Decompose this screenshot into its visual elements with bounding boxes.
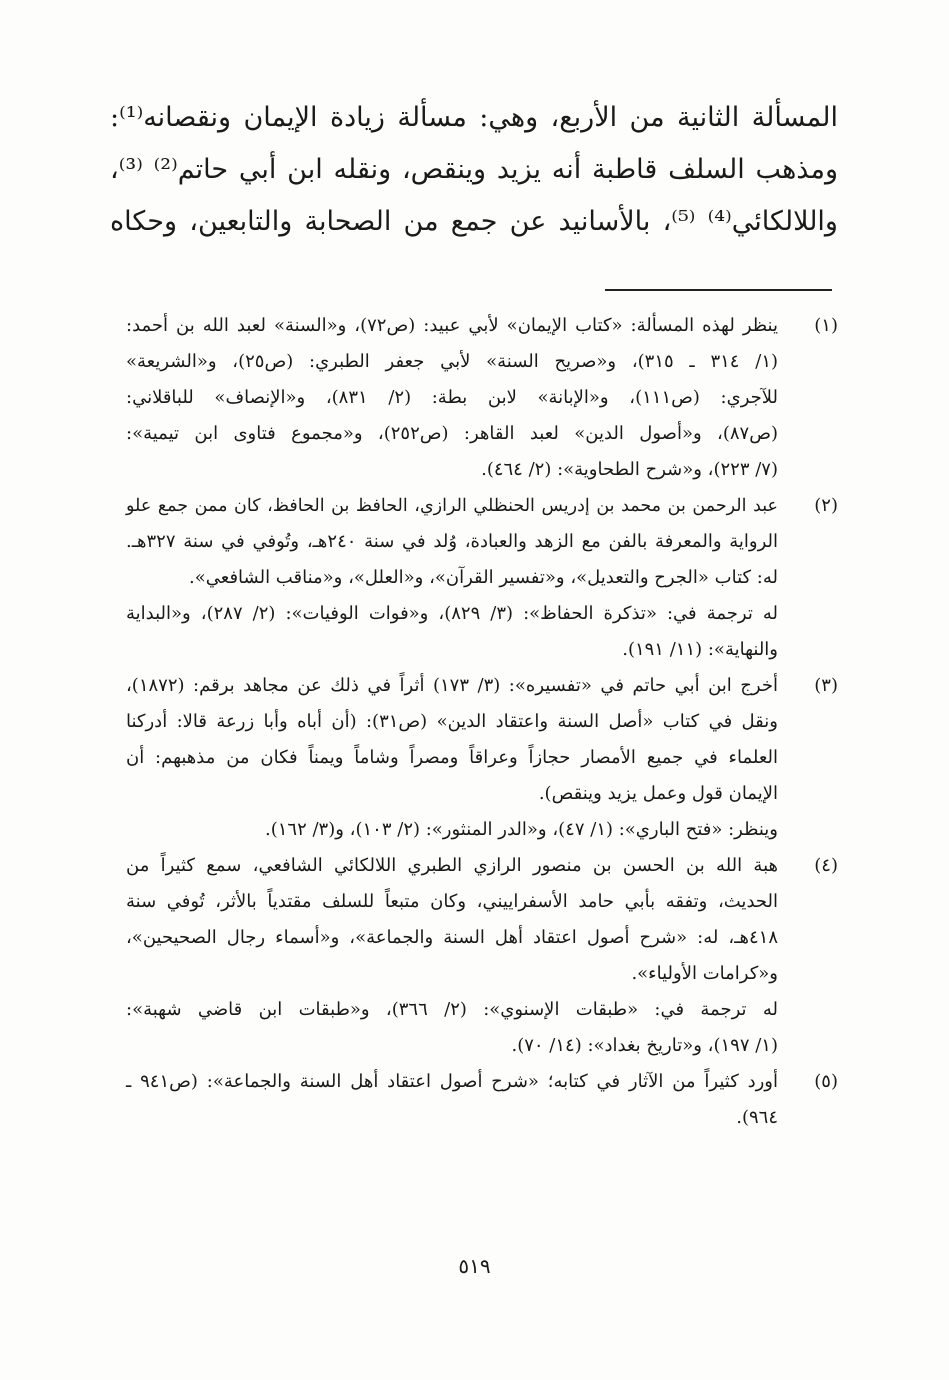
footnote-number: (٣) [814,675,838,696]
main-text-line: المسألة الثانية من الأربع، وهي: مسألة زيادة الإيمان ونقصانه⁽¹⁾: [110,102,838,133]
footnote-line: له ترجمة في: «طبقات الإسنوي»: (٢/ ٣٦٦)، و«طبقات ابن قاضي شهبة»: [126,999,778,1020]
footnote-line: هبة الله بن الحسن بن منصور الرازي الطبري اللالكائي الشافعي، سمع كثيراً من [126,855,778,876]
footnote-text [126,1064,778,1136]
footnote-line: ونقل في كتاب «أصل السنة واعتقاد الدين» (ص٣١): (أن أباه وأبا زرعة قالا: أدركنا [126,711,778,732]
footnote-text [126,488,778,668]
footnote-line: (ص٨٧)، و«أصول الدين» لعبد القاهر: (ص٢٥٢)، و«مجموع فتاوى ابن تيمية»: [126,423,778,444]
footnote-text [126,848,778,1064]
footnote [126,848,838,1064]
footnote-line: والنهاية»: (١١/ ١٩١). [622,639,778,660]
footnotes-section [126,308,838,1136]
footnote-number: (٥) [814,1071,838,1092]
footnote-line: أورد كثيراً من الآثار في كتابه؛ «شرح أصول اعتقاد أهل السنة والجماعة»: (ص٩٤١ ـ [126,1071,778,1092]
footnote-line: له: كتاب «الجرح والتعديل»، و«تفسير القرآن»، و«العلل»، و«مناقب الشافعي». [189,567,778,588]
footnote-number: (٤) [814,855,838,876]
footnote-line: للآجري: (ص١١١)، و«الإبانة» لابن بطة: (٢/ ٨٣١)، و«الإنصاف» للباقلاني: [126,387,778,408]
footnote-line: ينظر لهذه المسألة: «كتاب الإيمان» لأبي عبيد: (ص٧٢)، و«السنة» لعبد الله بن أحمد: [126,315,778,336]
footnote-line: (١/ ٣١٤ ـ ٣١٥)، و«صريح السنة» لأبي جعفر الطبري: (ص٢٥)، و«الشريعة» [126,351,779,372]
footnote-separator [605,289,832,291]
footnote-line: ٩٦٤). [736,1107,778,1128]
footnote-line: له ترجمة في: «تذكرة الحفاظ»: (٣/ ٨٢٩)، و«فوات الوفيات»: (٢/ ٢٨٧)، و«البداية [126,603,778,624]
footnote-number: (١) [814,315,838,336]
footnote-text [126,308,778,488]
footnote-number: (٢) [814,495,838,516]
footnote-line: العلماء في جميع الأمصار حجازاً وعراقاً ومصراً وشاماً ويمناً فكان من مذهبهم: أن [126,747,778,768]
main-text-line: واللالكائي⁽⁴⁾ ⁽⁵⁾، بالأسانيد عن جمع من الصحابة والتابعين، وحكاه [110,206,838,237]
footnote-line: أخرج ابن أبي حاتم في «تفسيره»: (٣/ ١٧٣) أثراً في ذلك عن مجاهد برقم: (١٨٧٢)، [126,675,778,696]
footnote [126,308,838,488]
footnote-line: و«كرامات الأولياء». [631,963,778,984]
footnote-line: الإيمان قول وعمل يزيد وينقص). [538,783,778,804]
main-text [110,92,838,248]
footnote [126,488,838,668]
footnote [126,1064,838,1136]
footnote-line: ٤١٨هـ، له: «شرح أصول اعتقاد أهل السنة والجماعة»، و«أسماء رجال الصحيحين»، [126,927,778,948]
footnote-text [126,668,778,848]
footnote [126,668,838,848]
footnote-line: الحديث، وتفقه بأبي حامد الأسفراييني، وكان متبعاً للسلف مقتدياً بالأثر، تُوفي سنة [126,891,778,912]
footnote-line: عبد الرحمن بن محمد بن إدريس الحنظلي الرازي، الحافظ بن الحافظ، كان ممن جمع علو [126,496,778,516]
main-text-line: ومذهب السلف قاطبة أنه يزيد وينقص، ونقله ابن أبي حاتم⁽²⁾ ⁽³⁾، [110,154,838,185]
footnote-line: الرواية والمعرفة بالفن مع الزهد والعبادة، وُلد في سنة ٢٤٠هـ، وتُوفي في سنة ٣٢٧هـ. [126,531,779,552]
footnote-line: (٧/ ٢٢٣)، و«شرح الطحاوية»: (٢/ ٤٦٤). [481,459,778,480]
footnote-line: وينظر: «فتح الباري»: (١/ ٤٧)، و«الدر المنثور»: (٢/ ١٠٣)، و(٣/ ١٦٢). [264,819,778,840]
page-number: ٥١٩ [458,1254,491,1278]
footnote-line: (١/ ١٩٧)، و«تاريخ بغداد»: (١٤/ ٧٠). [511,1035,778,1056]
